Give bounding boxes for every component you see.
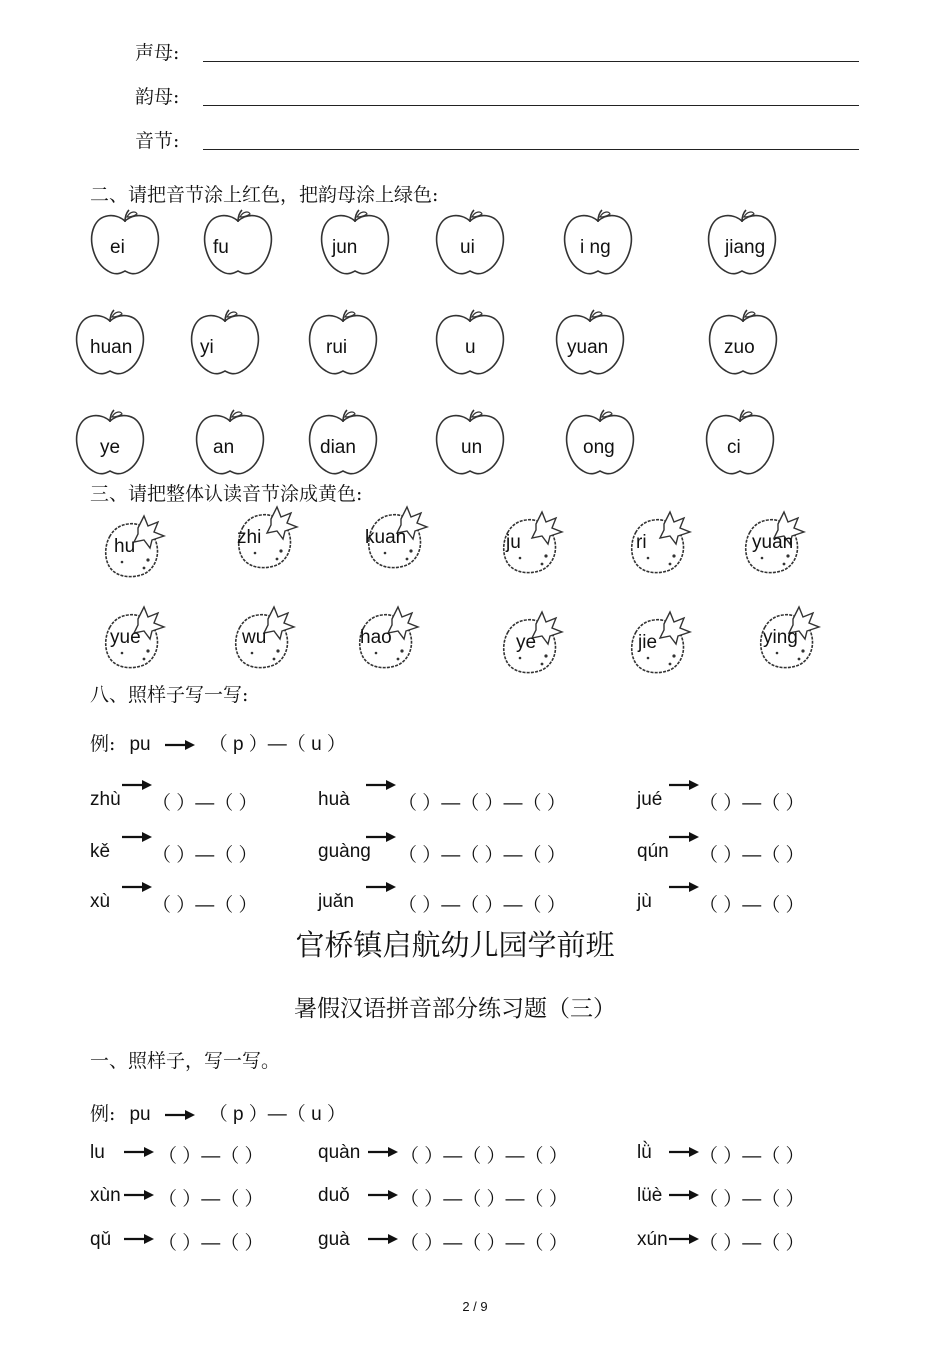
strawberry-label: ye	[516, 632, 537, 653]
strawberry-label: ying	[763, 627, 798, 648]
exercise-syllable: guà	[318, 1229, 350, 1250]
right-arrow-icon	[669, 1184, 699, 1196]
strawberry-label: yue	[110, 627, 141, 648]
apple-item[interactable]	[190, 307, 260, 379]
strawberry-item[interactable]	[498, 608, 570, 680]
exercise-syllable: kě	[90, 841, 111, 862]
exercise-syllable: jù	[637, 891, 652, 912]
exercise-syllable: zhù	[90, 789, 121, 810]
strawberry-label: hu	[114, 536, 136, 557]
answer-blanks[interactable]: （ ）—（ ）—（ ）	[400, 1189, 568, 1210]
section1-example	[90, 1099, 346, 1126]
example-label: 例:	[90, 1103, 116, 1125]
apple-item[interactable]	[308, 307, 378, 379]
strawberry-item[interactable]	[354, 603, 426, 675]
strawberry-label: ri	[636, 532, 647, 553]
apple-item[interactable]	[435, 207, 505, 279]
right-arrow-icon	[124, 1184, 154, 1196]
apple-icon	[90, 207, 160, 279]
apple-label: an	[213, 437, 235, 458]
exercise-cell	[637, 890, 805, 916]
right-arrow-icon	[122, 826, 152, 838]
example-answer: （ p ）—（ u ）	[208, 734, 346, 755]
answer-blanks[interactable]: （ ）—（ ）—（ ）	[400, 1146, 568, 1167]
example-label: 例:	[90, 733, 116, 755]
exercise-syllable: qún	[637, 841, 669, 862]
exercise-syllable: quàn	[318, 1142, 361, 1163]
example-syllable: pu	[129, 1104, 151, 1125]
strawberry-item[interactable]	[100, 512, 172, 584]
strawberry-label: kuan	[365, 527, 407, 548]
apple-label: jun	[332, 237, 358, 258]
fill-label-shengmu: 声母:	[135, 42, 180, 64]
apple-item[interactable]	[320, 207, 390, 279]
answer-blanks[interactable]: （ ）—（ ）	[699, 1233, 805, 1254]
exercise-cell	[637, 1141, 805, 1167]
answer-blanks[interactable]: （ ）—（ ）—（ ）	[398, 845, 566, 866]
answer-blanks[interactable]: （ ）—（ ）	[152, 793, 258, 814]
section3-heading: 三、请把整体认读音节涂成黄色:	[90, 483, 363, 505]
right-arrow-icon	[366, 826, 396, 838]
apple-item[interactable]	[707, 207, 777, 279]
right-arrow-icon	[124, 1141, 154, 1153]
answer-blanks[interactable]: （ ）—（ ）	[158, 1189, 264, 1210]
apple-item[interactable]	[203, 207, 273, 279]
exercise-cell	[90, 1228, 264, 1254]
right-arrow-icon	[669, 826, 699, 838]
exercise-syllable: qǔ	[90, 1229, 112, 1250]
answer-blanks[interactable]: （ ）—（ ）	[699, 1146, 805, 1167]
exercise-cell	[637, 788, 805, 814]
fill-line-yunmu[interactable]	[203, 105, 859, 106]
apple-item[interactable]	[435, 307, 505, 379]
exercise-cell	[637, 1228, 805, 1254]
apple-label: yi	[200, 337, 214, 358]
exercise-cell	[318, 890, 566, 916]
strawberry-label: yuan	[752, 532, 794, 553]
right-arrow-icon	[669, 876, 699, 888]
exercise-cell	[637, 840, 805, 866]
apple-label: i ng	[580, 237, 611, 258]
apple-label: yuan	[567, 337, 609, 358]
apple-label: un	[461, 437, 483, 458]
right-arrow-icon	[669, 1141, 699, 1153]
strawberry-item[interactable]	[626, 508, 698, 580]
exercise-cell	[90, 890, 258, 916]
exercise-cell	[318, 1228, 568, 1254]
answer-blanks[interactable]: （ ）—（ ）	[699, 895, 805, 916]
answer-blanks[interactable]: （ ）—（ ）—（ ）	[400, 1233, 568, 1254]
answer-blanks[interactable]: （ ）—（ ）	[699, 793, 805, 814]
right-arrow-icon	[368, 1228, 398, 1240]
right-arrow-icon	[669, 774, 699, 786]
strawberry-icon	[626, 608, 698, 680]
answer-blanks[interactable]: （ ）—（ ）	[152, 845, 258, 866]
fill-label-yunmu: 韵母:	[135, 86, 180, 108]
exercise-syllable: duǒ	[318, 1185, 350, 1206]
section1-heading: 一、照样子，写一写。	[90, 1050, 281, 1072]
right-arrow-icon	[124, 1228, 154, 1240]
answer-blanks[interactable]: （ ）—（ ）	[699, 845, 805, 866]
apple-label: ong	[583, 437, 615, 458]
section2-heading: 二、请把音节涂上红色，把韵母涂上绿色:	[90, 184, 439, 206]
right-arrow-icon	[366, 876, 396, 888]
right-arrow-icon	[368, 1141, 398, 1153]
strawberry-icon	[100, 512, 172, 584]
apple-item[interactable]	[308, 407, 378, 479]
right-arrow-icon	[122, 774, 152, 786]
strawberry-label: hao	[360, 627, 392, 648]
strawberry-item[interactable]	[100, 603, 172, 675]
apple-label: jiang	[725, 237, 766, 258]
strawberry-item[interactable]	[230, 603, 302, 675]
exercise-syllable: lüè	[637, 1185, 663, 1206]
apple-label: ye	[100, 437, 121, 458]
exercise-syllable: xún	[637, 1229, 668, 1250]
apple-label: ei	[110, 237, 125, 258]
exercise-cell	[90, 840, 258, 866]
apple-item[interactable]	[195, 407, 265, 479]
page-number: 2 / 9	[462, 1299, 488, 1314]
answer-blanks[interactable]: （ ）—（ ）	[152, 895, 258, 916]
apple-label: rui	[326, 337, 348, 358]
right-arrow-icon	[368, 1184, 398, 1196]
example-syllable: pu	[129, 734, 151, 755]
apple-item[interactable]	[705, 407, 775, 479]
apple-item[interactable]	[565, 407, 635, 479]
right-arrow-icon	[122, 876, 152, 888]
apple-item[interactable]	[90, 207, 160, 279]
exercise-cell	[90, 1184, 264, 1210]
exercise-syllable: xùn	[90, 1185, 121, 1206]
apple-label: u	[465, 337, 476, 358]
apple-label: zuo	[724, 337, 755, 358]
exercise-syllable: guàng	[318, 841, 371, 862]
right-arrow-icon	[165, 739, 195, 751]
strawberry-label: jie	[638, 632, 658, 653]
fill-line-yinjie[interactable]	[203, 149, 859, 150]
exercise-syllable: huà	[318, 789, 350, 810]
section8-example	[90, 729, 346, 756]
apple-label: dian	[320, 437, 356, 458]
example-answer: （ p ）—（ u ）	[208, 1104, 346, 1125]
answer-blanks[interactable]: （ ）—（ ）	[699, 1189, 805, 1210]
answer-blanks[interactable]: （ ）—（ ）—（ ）	[398, 793, 566, 814]
exercise-cell	[90, 788, 258, 814]
exercise-syllable: juǎn	[318, 891, 354, 912]
answer-blanks[interactable]: （ ）—（ ）	[158, 1233, 264, 1254]
apple-label: ci	[727, 437, 741, 458]
exercise-cell	[90, 1141, 264, 1167]
strawberry-item[interactable]	[233, 503, 305, 575]
fill-label-yinjie: 音节:	[135, 130, 180, 152]
section8-heading: 八、照样子写一写:	[90, 684, 249, 706]
exercise-cell	[318, 1184, 568, 1210]
apple-item[interactable]	[555, 307, 625, 379]
apple-label: ui	[460, 237, 475, 258]
strawberry-item[interactable]	[755, 603, 827, 675]
strawberry-item[interactable]	[626, 608, 698, 680]
apple-item[interactable]	[75, 307, 145, 379]
apple-item[interactable]	[708, 307, 778, 379]
answer-blanks[interactable]: （ ）—（ ）—（ ）	[398, 895, 566, 916]
answer-blanks[interactable]: （ ）—（ ）	[158, 1146, 264, 1167]
exercise-cell	[318, 1141, 568, 1167]
fill-line-shengmu[interactable]	[203, 61, 859, 62]
exercise-syllable: lǜ	[637, 1142, 652, 1163]
strawberry-item[interactable]	[740, 508, 812, 580]
exercise-cell	[318, 788, 566, 814]
page-subtitle: 暑假汉语拼音部分练习题（三）	[294, 996, 616, 1022]
strawberry-label: zhi	[237, 527, 262, 548]
strawberry-label: wu	[242, 627, 267, 648]
page-title: 官桥镇启航幼儿园学前班	[295, 928, 615, 962]
strawberry-item[interactable]	[498, 508, 570, 580]
exercise-cell	[637, 1184, 805, 1210]
exercise-syllable: jué	[637, 789, 663, 810]
right-arrow-icon	[669, 1228, 699, 1240]
right-arrow-icon	[366, 774, 396, 786]
right-arrow-icon	[165, 1109, 195, 1121]
apple-item[interactable]	[563, 207, 633, 279]
exercise-cell	[318, 840, 566, 866]
exercise-syllable: lu	[90, 1142, 105, 1163]
strawberry-item[interactable]	[363, 503, 435, 575]
exercise-syllable: xù	[90, 891, 111, 912]
apple-item[interactable]	[75, 407, 145, 479]
strawberry-label: ju	[506, 532, 521, 553]
apple-label: fu	[213, 237, 229, 258]
apple-label: huan	[90, 337, 133, 358]
apple-item[interactable]	[435, 407, 505, 479]
